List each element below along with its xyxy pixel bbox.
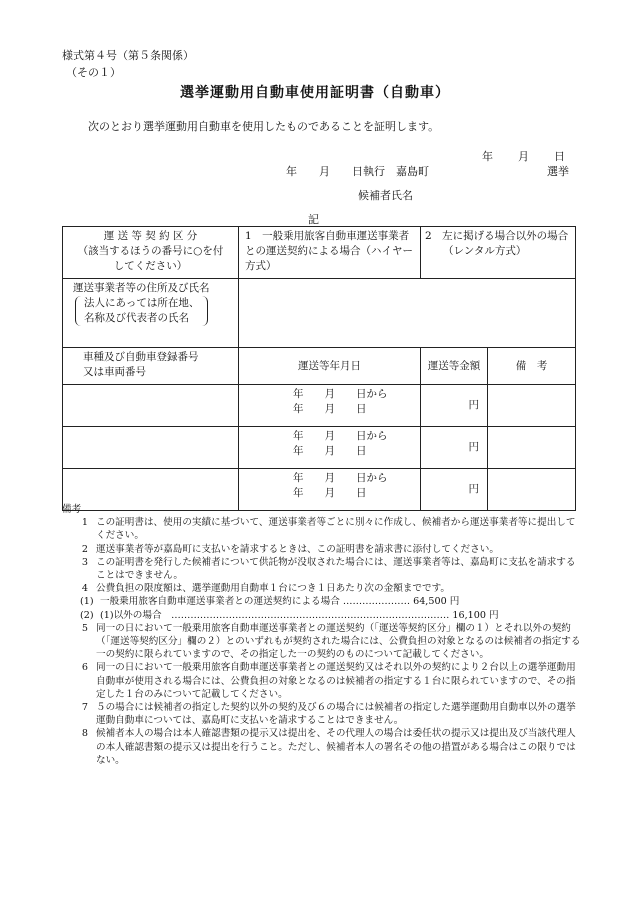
certification-statement: 次のとおり選挙運動用自動車を使用したものであることを証明します。 — [88, 120, 440, 133]
note-subtext: 一般乗用旅客自動車運送事業者との運送契約による場合 ………………… 64,500 円 — [100, 596, 460, 608]
yen-unit: 円 — [468, 483, 479, 495]
note-subtext: (1)以外の場合 …………………………………………………………………………… 16,100 円 — [100, 609, 499, 621]
note-item — [62, 727, 582, 767]
date-cell[interactable] — [239, 427, 421, 469]
election-date-field[interactable]: 年 月 日執行 嘉島町 — [286, 165, 429, 178]
date-from: 年 月 日から — [293, 388, 388, 400]
note-subitem — [62, 609, 582, 622]
date-to: 年 月 日 — [293, 403, 367, 415]
election-suffix: 選挙 — [547, 165, 569, 178]
ki-marker: 記 — [308, 213, 319, 226]
notes-heading: 備考 — [62, 504, 82, 515]
document-title: 選挙運動用自動車使用証明書（自動車） — [180, 85, 450, 101]
note-text: この証明書は、使用の実績に基づいて、運送事業者等ごとに別々に作成し、候補者から運送事業者等に提出してください。 — [96, 517, 576, 542]
date-column-header: 運送等年月日 — [239, 348, 421, 385]
operator-address-note — [75, 296, 208, 326]
note-subnumber: (1) — [80, 596, 94, 608]
addr-note-2: 名称及び代表者の氏名 — [84, 312, 189, 324]
form-number: 様式第４号（第５条関係） — [62, 49, 194, 62]
note-text: 候補者本人の場合は本人確認書類の提示又は提出を、その代理人の場合は委任状の提示又は提出及び当該代理人の本人確認書類の提示又は提出を行うこと。ただし、候補者本人の署名その他の措置がある場合はこの限りではない。 — [96, 728, 576, 766]
remarks-column-header: 備 考 — [488, 348, 576, 385]
note-subitem — [62, 595, 582, 608]
notes-section — [62, 503, 582, 767]
note-number: 3 — [81, 556, 88, 568]
candidate-name-label: 候補者氏名 — [358, 189, 413, 202]
issue-date-field[interactable]: 年 月 日 — [482, 150, 566, 163]
note-item — [62, 701, 582, 727]
note-item — [62, 516, 582, 542]
vehicle-header-1: 車種及び自動車登録番号 — [83, 351, 199, 363]
operator-address-title: 運送事業者等の住所及び氏名 — [73, 282, 210, 294]
contract-option-1[interactable] — [239, 227, 421, 279]
note-text: 同一の日において一般乗用旅客自動車運送事業者との運送契約又はそれ以外の契約により２台以上の選挙運動用自動車が使用される場合には、公費負担の対象となるのは候補者の指定する１台に限られていますので、その指定した１台のみについて記載してください。 — [96, 662, 576, 700]
date-from: 年 月 日から — [293, 430, 388, 442]
vehicle-cell[interactable] — [63, 385, 239, 427]
note-text: 運送事業者等が嘉島町に支払いを請求するときは、この証明書を請求書に添付してください。 — [96, 543, 499, 555]
addr-note-1: 法人にあっては所在地、 — [84, 297, 200, 309]
note-number: 4 — [81, 583, 88, 595]
contract-row — [63, 227, 576, 279]
contract-label-3: してください） — [113, 260, 188, 272]
option-2-method: （レンタル方式） — [443, 245, 527, 257]
contract-label-2: （該当するほうの番号に○を付 — [77, 245, 224, 257]
date-to: 年 月 日 — [293, 487, 367, 499]
remarks-cell[interactable] — [488, 427, 576, 469]
note-number: 2 — [81, 543, 88, 555]
vehicle-column-header — [63, 348, 239, 385]
usage-table — [62, 226, 576, 511]
yen-unit: 円 — [468, 441, 479, 453]
contract-option-2[interactable] — [421, 227, 576, 279]
note-text: 同一の日において一般乗用旅客自動車運送事業者との運送契約（「運送等契約区分」欄の１）とそれ以外の契約（「運送等契約区分」欄の２）とのいずれもが契約された場合には、公費負担の対象となるのは候補者の指定する一の契約に限られていますので、その指定した一の契約のものについて記載してください。 — [96, 622, 581, 661]
vehicle-header-2: 又は車両番号 — [83, 366, 146, 378]
note-number: 6 — [81, 662, 88, 674]
operator-address-row — [63, 279, 576, 348]
form-sub-number: （その１） — [66, 66, 121, 79]
option-2-text: 2 左に掲げる場合以外の場合 — [425, 230, 569, 242]
contract-label-1: 運 送 等 契 約 区 分 — [103, 230, 198, 242]
note-number: 8 — [81, 728, 88, 740]
note-item — [62, 582, 582, 595]
operator-address-field[interactable] — [239, 279, 576, 348]
option-1-text: 1 一般乗用旅客自動車運送事業者との運送契約による場合（ハイヤー方式） — [245, 230, 413, 272]
date-cell[interactable] — [239, 385, 421, 427]
note-subnumber: (2) — [80, 609, 94, 621]
table-row — [63, 385, 576, 427]
contract-label-cell — [63, 227, 239, 279]
note-item — [62, 622, 582, 662]
note-text: この証明書を発行した候補者について供託物が没収された場合には、運送事業者等は、嘉島町に支払を請求することはできません。 — [96, 556, 576, 582]
note-text: 公費負担の限度額は、選挙運動用自動車１台につき１日あたり次の金額までです。 — [96, 583, 451, 595]
note-item — [62, 661, 582, 701]
column-header-row — [63, 348, 576, 385]
operator-address-label — [63, 279, 239, 348]
note-number: 1 — [81, 517, 88, 529]
note-number: 7 — [81, 702, 88, 714]
amount-column-header: 運送等金額 — [421, 348, 488, 385]
vehicle-cell[interactable] — [63, 427, 239, 469]
note-text: ５の場合には候補者の指定した契約以外の契約及び６の場合には候補者の指定した選挙運動用自動車以外の選挙運動自動車については、嘉島町に支払いを請求することはできません。 — [96, 702, 576, 727]
amount-cell[interactable] — [421, 385, 488, 427]
date-from: 年 月 日から — [293, 472, 388, 484]
yen-unit: 円 — [468, 399, 479, 411]
amount-cell[interactable] — [421, 427, 488, 469]
note-number: 5 — [81, 622, 88, 634]
date-to: 年 月 日 — [293, 445, 367, 457]
table-row — [63, 427, 576, 469]
remarks-cell[interactable] — [488, 385, 576, 427]
note-item — [62, 543, 582, 556]
note-item — [62, 556, 582, 582]
